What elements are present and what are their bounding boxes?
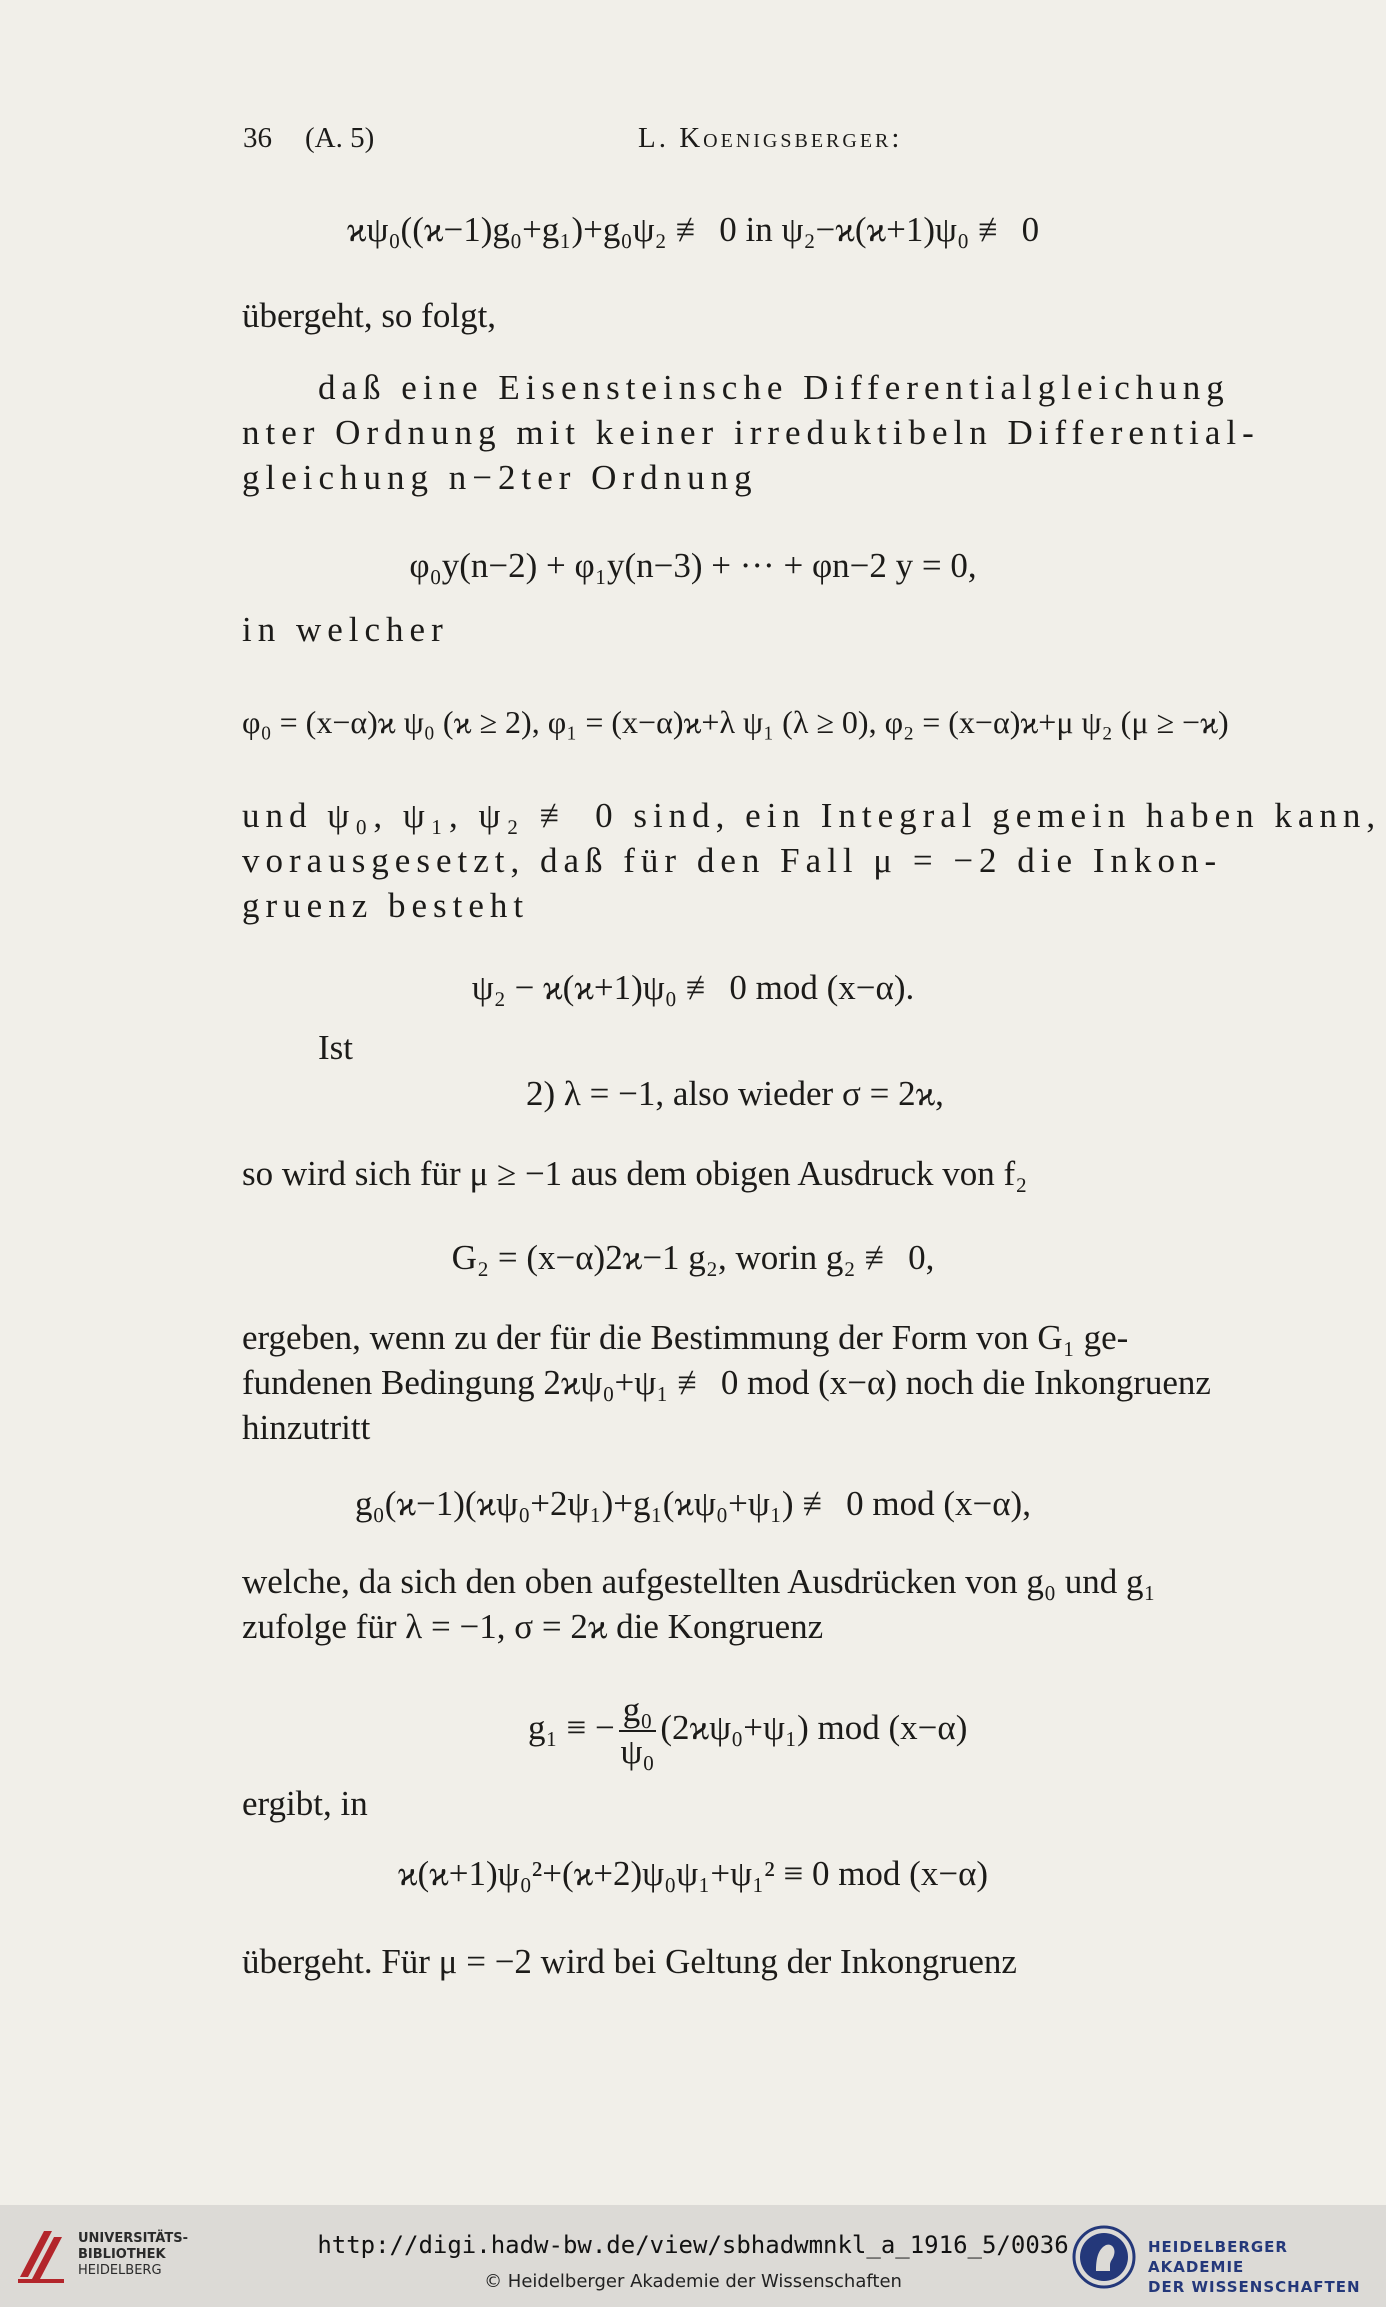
running-head-author: L. Koenigsberger: xyxy=(638,122,903,154)
theorem-line-3: gleichung n−2ter Ordnung xyxy=(242,458,758,497)
paragraph-9: ergibt, in xyxy=(242,1784,368,1823)
equation-8-fraction xyxy=(619,1690,657,1772)
academy-seal-icon xyxy=(1072,2225,1136,2289)
equation-5: 2) λ = −1, also wieder σ = 2ϰ, xyxy=(526,1074,944,1113)
equation-8-right: (2ϰψ₀+ψ₁) mod (x−α) xyxy=(660,1708,968,1747)
viewer-footer xyxy=(0,2205,1386,2307)
paragraph-8-line-1: welche, da sich den oben aufgestellten Ausdrücken von g₀ und g₁ xyxy=(242,1562,1156,1601)
library-line-1: UNIVERSITÄTS- xyxy=(78,2231,188,2246)
equation-2: φ₀y(n−2) + φ₁y(n−3) + ··· + φn−2 y = 0, xyxy=(409,546,977,585)
equation-8 xyxy=(528,1686,967,1772)
copyright-notice: © Heidelberger Akademie der Wissenschaften xyxy=(484,2271,902,2292)
academy-line-1: HEIDELBERGER AKADEMIE xyxy=(1148,2238,1288,2276)
page-ref: (A. 5) xyxy=(305,122,375,154)
equation-1: ϰψ₀((ϰ−1)g₀+g₁)+g₀ψ₂ ≢ 0 in ψ₂−ϰ(ϰ+1)ψ₀ ≢ 0 xyxy=(346,210,1040,249)
library-line-3: HEIDELBERG xyxy=(78,2263,162,2278)
paragraph-7-line-3: hinzutritt xyxy=(242,1408,371,1447)
paragraph-10: übergeht. Für μ = −2 wird bei Geltung der Inkongruenz xyxy=(242,1942,1017,1981)
equation-6: G₂ = (x−α)2ϰ−1 g₂, worin g₂ ≢ 0, xyxy=(451,1238,935,1277)
equation-8-denominator: ψ₀ xyxy=(620,1731,655,1771)
theorem-line-5: vorausgesetzt, daß für den Fall μ = −2 die Inkon- xyxy=(242,841,1223,880)
equation-4: ψ₂ − ϰ(ϰ+1)ψ₀ ≢ 0 mod (x−α). xyxy=(471,968,915,1007)
library-line-2: BIBLIOTHEK xyxy=(78,2247,166,2262)
paragraph-8-line-2: zufolge für λ = −1, σ = 2ϰ die Kongruenz xyxy=(242,1607,824,1646)
academy-line-2: DER WISSENSCHAFTEN xyxy=(1148,2278,1361,2296)
page-number: 36 xyxy=(243,122,272,154)
permalink-url[interactable]: http://digi.hadw-bw.de/view/sbhadwmnkl_a_1916_5/0036 xyxy=(317,2231,1069,2259)
paragraph-7-line-2: fundenen Bedingung 2ϰψ₀+ψ₁ ≢ 0 mod (x−α) noch die Inkongruenz xyxy=(242,1363,1211,1402)
equation-9: ϰ(ϰ+1)ψ₀²+(ϰ+2)ψ₀ψ₁+ψ₁² ≡ 0 mod (x−α) xyxy=(397,1854,989,1893)
equation-8-left: g₁ ≡ − xyxy=(528,1708,615,1747)
paragraph-ist: Ist xyxy=(318,1028,353,1067)
paragraph-7-line-1: ergeben, wenn zu der für die Bestimmung der Form von G₁ ge- xyxy=(242,1318,1129,1357)
equation-7: g₀(ϰ−1)(ϰψ₀+2ψ₁)+g₁(ϰψ₀+ψ₁) ≢ 0 mod (x−α), xyxy=(355,1484,1031,1523)
theorem-line-6: gruenz besteht xyxy=(242,886,530,925)
paragraph-1: übergeht, so folgt, xyxy=(242,296,497,335)
theorem-line-4: und ψ₀, ψ₁, ψ₂ ≢ 0 sind, ein Integral gemein haben kann, xyxy=(242,796,1382,835)
academy-name xyxy=(1148,2237,1386,2297)
paragraph-6: so wird sich für μ ≥ −1 aus dem obigen Ausdruck von f₂ xyxy=(242,1154,1028,1193)
equation-3: φ₀ = (x−α)ϰ ψ₀ (ϰ ≥ 2), φ₁ = (x−α)ϰ+λ ψ₁ (λ ≥ 0), φ₂ = (x−α)ϰ+μ ψ₂ (μ ≥ −ϰ) xyxy=(242,704,1229,740)
paragraph-in-welcher: in welcher xyxy=(242,610,449,649)
theorem-line-2: nter Ordnung mit keiner irreduktibeln Differential- xyxy=(242,413,1260,452)
equation-8-numerator: g₀ xyxy=(619,1690,657,1732)
theorem-line-1: daß eine Eisensteinsche Differentialgleichung xyxy=(318,368,1230,407)
